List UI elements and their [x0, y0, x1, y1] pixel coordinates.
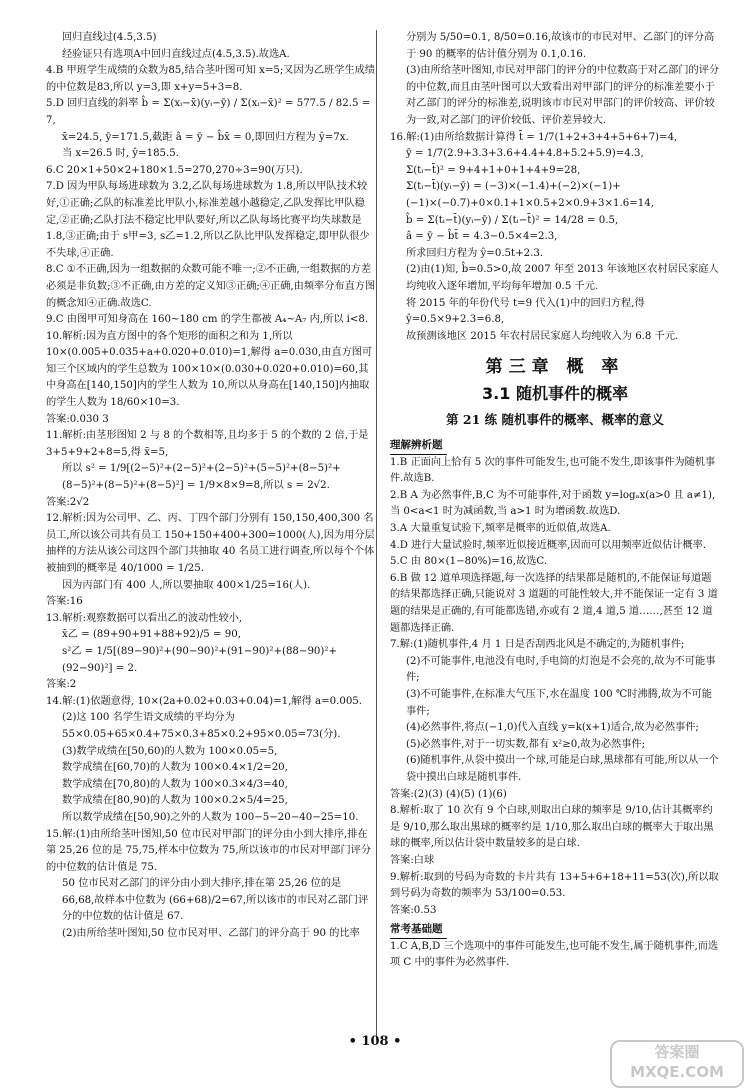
left_column-line: 经验证只有选项A中回归直线过点(4.5,3.5).故选A.	[62, 48, 290, 60]
subhead-understanding: 理解辨析题	[390, 437, 447, 455]
left-column	[46, 30, 376, 943]
right_column_bottom-line: 1.B 正面向上恰有 5 次的事件可能发生,也可能不发生,即该事件为随机事件.故选B.	[390, 456, 716, 485]
right_column_top-line: 所求回归方程为 ŷ=0.5t+2.3.	[406, 247, 544, 259]
left_column-line: 5.D 回归直线的斜率 b̂ = Σ(xᵢ−x̄)(yᵢ−ȳ) / Σ(xᵢ−x̄)² = 577.5 / 82.5 = 7,	[46, 98, 371, 126]
left_column-line: 数学成绩在[80,90)的人数为 100×0.2×5/4=25,	[62, 795, 288, 807]
right_column_bottom-line: 6.B 做 12 道单项选择题,每一次选择的结果都是随机的,不能保证每道题的结果都选择正确,只能说对 3 道题的可能性较大,并不能保证一定有 3 道题的结果是正确的,有可能都选错,亦或有 2 道,4 道,5 道……,甚至 12 道题都选择正确.	[390, 572, 718, 634]
left_column-line: 12.解析:因为公司甲、乙、丙、丁四个部门分别有 150,150,400,300 名员工,所以该公司共有员工 150+150+400+300=1000(人),因为用分层抽样的方法从该公司这四个部门共抽取 40 名员工进行调查,所以每个个体被抽到的概率是 40/1000 = 1/25.	[46, 513, 375, 574]
right_column_bottom-line: 9.解析:取到的号码为奇数的卡片共有 13+5+6+18+11=53(次),所以取到号码为奇数的频率为 53/100=0.53.	[390, 871, 719, 900]
watermark-text-bottom: MXQE.COM	[630, 1063, 724, 1081]
right-column-answers-end	[390, 939, 720, 972]
left_column-line: 因为丙部门有 400 人,所以要抽取 400×1/25=16(人).	[62, 579, 311, 591]
left_column-line: 数学成绩在[70,80)的人数为 100×0.3×4/3=40,	[62, 778, 288, 790]
right_column_top-line: 故预测该地区 2015 年农村居民家庭人均纯收入为 6.8 千元.	[406, 330, 679, 342]
left_column-line: s²乙 = 1/5[(89−90)²+(90−90)²+(91−90)²+(88−90)²+(92−90)²] = 2.	[62, 645, 338, 674]
left_column-line: x̄=24.5, ȳ=171.5,截距 â = ȳ − b̂x̄ = 0,即回归方程为 ŷ=7x.	[62, 131, 349, 143]
right_column_bottom-line: 5.C 由 80×(1−80%)=16,故选C.	[390, 556, 548, 568]
left_column-line: 50 位市民对乙部门的评分由小到大排序,排在第 25,26 位的是 66,68,故样本中位数为 (66+68)/2=67,所以该市的市民对乙部门评分的中位数的估计值是 67.	[62, 878, 369, 923]
right_column_bottom-line: 3.A 大量重复试验下,频率是概率的近似值,故选A.	[390, 523, 611, 535]
right_column_top-line: (3)由所给茎叶图知,市民对甲部门的评分的中位数高于对乙部门的评分的中位数,而且由茎叶图可以大致看出对甲部门的评分的标准差要小于对乙部门的评分的标准差,说明该市市民对甲部门的评价较高、评价较为一致,对乙部门的评价较低、评价差异较大.	[406, 65, 720, 126]
right_column_bottom-line: 4.D 进行大量试验时,频率近似接近概率,因而可以用频率近似估计概率.	[390, 539, 707, 551]
right_column_top-line: Σ(tᵢ−t̄)² = 9+4+1+0+1+4+9=28,	[406, 164, 581, 176]
left_column-line: 10.解析:因为直方图中的各个矩形的面积之和为 1,所以 10×(0.005+0.035+a+0.020+0.010)=1,解得 a=0.030,由直方图可知三个区域内的学生总数为 100×10×(0.030+0.020+0.010)=60,其中身高在[140,150]内的学生人数为 10,所以从身高在[140,150]内抽取的学生人数为 18/60×10=3.	[46, 330, 373, 409]
right_column_bottom-line: 2.B A 为必然事件,B,C 为不可能事件,对于函数 y=logₐx(a>0 且 a≠1),当 0<a<1 时为减函数,当 a>1 时为增函数.故选D.	[390, 489, 716, 518]
left_column-line: 7.D 因为甲队每场进球数为 3.2,乙队每场进球数为 1.8,所以甲队技术较好,①正确;乙队的标准差比甲队小,标准差越小越稳定,乙队发挥比甲队稳定,②正确;乙队打法不稳定比甲队要好,所以乙队每场比赛平均失球数是 1.8,③正确;由于 s甲=3, s乙=1.2,所以乙队比甲队发挥稳定,即甲队很少不失球,④正确.	[46, 181, 370, 259]
left_column-line: 数学成绩在[60,70)的人数为 100×0.4×1/2=20,	[62, 762, 288, 774]
right_column_bottom-line: 8.解析:取了 10 次有 9 个白球,则取出白球的频率是 9/10,估计其概率约是 9/10,那么取出黑球的概率约是 1/10,那么取出白球的概率大于取出黑球的概率,所以估计袋中数量较多的是白球.	[390, 805, 714, 850]
left_column-line: 8.C ①不正确,因为一组数据的众数可能不唯一;②不正确,一组数据的方差必须是非负数;③不正确,由方差的定义知③正确;④正确,由频率分布直方图的概念知④正确.故选C.	[46, 264, 376, 309]
left_column-line: 答案:0.030 3	[46, 413, 109, 425]
right-column-answers-bottom	[390, 455, 720, 920]
right_column_top-line: Σ(tᵢ−t̄)(yᵢ−ȳ) = (−3)×(−1.4)+(−2)×(−1)+(−1)×(−0.7)+0×0.1+1×0.5+2×0.9+3×1.6=14,	[406, 181, 654, 209]
left_column-line: 13.解析:观察数据可以看出乙的波动性较小,	[46, 612, 243, 624]
right_column_bottom-line: (6)随机事件,从袋中摸出一个球,可能是白球,黑球都有可能,所以从一个袋中摸出白球是随机事件.	[406, 755, 719, 783]
left_column-line: 所以 s² = 1/9[(2−5)²+(2−5)²+(2−5)²+(5−5)²+(8−5)²+(8−5)²+(8−5)²+(8−5)²] = 1/9×8×9=8,所以 s = 2√2.	[62, 463, 341, 492]
column-divider	[376, 30, 377, 1040]
chapter-title: 第三章 概 率	[485, 357, 625, 378]
right_column_bottom-line: 7.解:(1)随机事件,4 月 1 日是否刮西北风是不确定的,为随机事件;	[390, 639, 685, 651]
left_column-line: 答案:2	[46, 679, 77, 691]
left_column-line: (2)这 100 名学生语文成绩的平均分为 55×0.05+65×0.4+75×0.3+85×0.2+95×0.05=73(分).	[62, 712, 341, 740]
left_column-line: 回归直线过(4.5,3.5)	[62, 32, 157, 43]
right_column_top-line: 分别为 5/50=0.1, 8/50=0.16,故该市的市民对甲、乙部门的评分高于 90 的概率的估计值分别为 0.1,0.16.	[406, 32, 715, 60]
watermark-text-top: 答案圈	[654, 1043, 700, 1061]
right_column_top-line: b̂ = Σ(tᵢ−t̄)(yᵢ−ȳ) / Σ(tᵢ−t̄)² = 14/28 = 0.5,	[406, 214, 619, 226]
right_column_top-line: ȳ = 1/7(2.9+3.3+3.6+4.4+4.8+5.2+5.9)=4.3,	[406, 148, 644, 160]
right_column_bottom-line: (5)必然事件,对于一切实数,都有 x²≥0,故为必然事件;	[406, 738, 646, 750]
left_column-line: 15.解:(1)由所给茎叶图知,50 位市民对甲部门的评分由小到大排序,排在第 25,26 位的是 75,75,样本中位数为 75,所以该市的市民对甲部门评分的中位数的估计值是 75.	[46, 828, 372, 873]
left_column-line: 答案:2√2	[46, 496, 90, 508]
right_column_bottom-line: 答案:白球	[390, 854, 435, 866]
right_column_top-line: (2)由(1)知, b̂=0.5>0,故 2007 年至 2013 年该地区农村居民家庭人均纯收入逐年增加,平均每年增加 0.5 千元.	[406, 264, 719, 292]
right_column_top-line: 16.解:(1)由所给数据计算得 t̄ = 1/7(1+2+3+4+5+6+7)=4,	[390, 131, 678, 143]
right_column_top-line: ŷ=0.5×9+2.3=6.8,	[406, 314, 505, 326]
right_column_top-line: â = ȳ − b̂t̄ = 4.3−0.5×4=2.3,	[406, 231, 558, 243]
right_column_bottom-line: (4)必然事件,将点(−1,0)代入直线 y=k(x+1)适合,故为必然事件;	[406, 722, 699, 734]
right_column_end-line: 1.C A,B,D 三个选项中的事件可能发生,也可能不发生,属于随机事件,而选项 C 中的事件为必然事件.	[390, 940, 719, 969]
right_column_bottom-line: 答案:0.53	[390, 904, 437, 916]
watermark-logo	[610, 1040, 744, 1088]
right_column_bottom-line: (3)不可能事件,在标准大气压下,水在温度 100 ℃时沸腾,故为不可能事件;	[406, 688, 712, 717]
left_column-line: x̄乙 = (89+90+91+88+92)/5 = 90,	[62, 629, 241, 641]
left_column-line: 6.C 20×1+50×2+180×1.5=270,270÷3=90(万只).	[46, 164, 303, 176]
page-number: • 108 •	[348, 1034, 402, 1049]
right_column_top-line: 将 2015 年的年份代号 t=9 代入(1)中的回归方程,得	[406, 297, 645, 309]
section-title: 3.1 随机事件的概率	[482, 383, 628, 403]
left_column-line: 4.B 甲班学生成绩的众数为85,结合茎叶图可知 x=5;又因为乙班学生成绩的中位数是83,所以 y=3,即 x+y=5+3=8.	[46, 65, 375, 93]
subhead-basic: 常考基础题	[390, 921, 447, 939]
right_column_bottom-line: 答案:(2)(3) (4)(5) (1)(6)	[390, 788, 507, 800]
left_column-line: 当 x=26.5 时, ŷ=185.5.	[62, 148, 179, 160]
left_column-line: 所以数学成绩在[50,90)之外的人数为 100−5−20−40−25=10.	[62, 811, 359, 823]
right-column-answers-top	[390, 30, 720, 345]
left_column-line: (3)数学成绩在[50,60)的人数为 100×0.05=5,	[62, 745, 278, 757]
left_column-line: (2)由所给茎叶图知,50 位市民对甲、乙部门的评分高于 90 的比率	[62, 928, 360, 940]
left_column-line: 9.C 由图甲可知身高在 160~180 cm 的学生都被 A₄~A₇ 内,所以 i<8.	[46, 314, 369, 326]
lesson-title: 第 21 练 随机事件的概率、概率的意义	[446, 412, 664, 428]
right-column	[390, 30, 720, 972]
left_column-line: 11.解析:由茎形图知 2 与 8 的个数相等,且均多于 5 的个数的 2 倍,于是 3+5+9+2+8=5,得 x̄=5,	[46, 430, 369, 458]
left_column-line: 答案:16	[46, 596, 83, 608]
left_column-line: 14.解:(1)依题意得, 10×(2a+0.02+0.03+0.04)=1,解得 a=0.005.	[46, 695, 363, 707]
right_column_bottom-line: (2)不可能事件,电池没有电时,手电筒的灯泡是不会亮的,故为不可能事件;	[406, 655, 716, 684]
